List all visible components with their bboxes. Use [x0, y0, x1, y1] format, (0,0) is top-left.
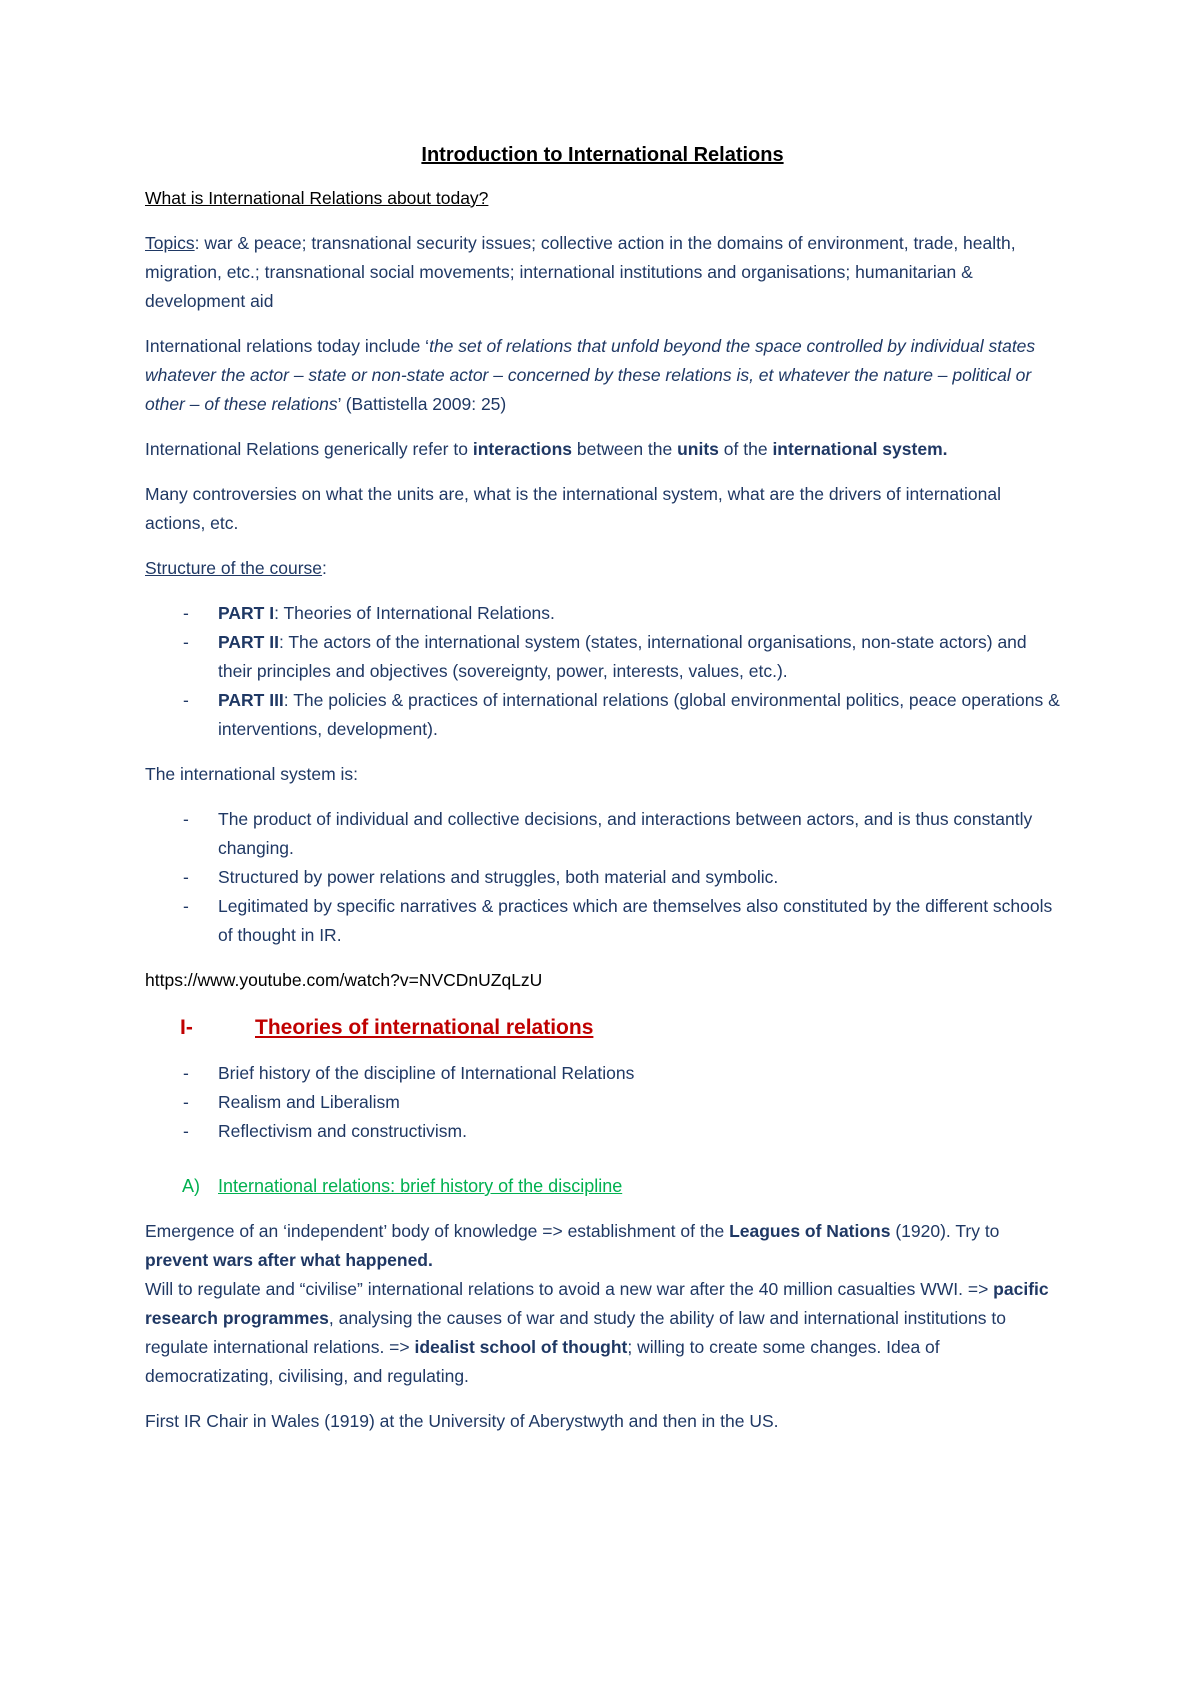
structure-heading: Structure of the course: — [145, 558, 327, 578]
system-list — [145, 805, 1060, 950]
list-item: - Structured by power relations and struggles, both material and symbolic. — [145, 863, 1060, 892]
list-item: - Reflectivism and constructivism. — [145, 1117, 1060, 1146]
section-topics-list — [145, 1059, 1060, 1146]
youtube-link[interactable]: https://www.youtube.com/watch?v=NVCDnUZqLzU — [145, 970, 543, 990]
list-item: - Realism and Liberalism — [145, 1088, 1060, 1117]
subsection-heading-history: A) International relations: brief history of the discipline — [182, 1176, 623, 1196]
question-heading: What is International Relations about today? — [145, 188, 489, 208]
list-item: - PART II: The actors of the international system (states, international organisations, non-state actors) and their principles and objectives (sovereignty, power, interests, values, etc.). — [145, 628, 1060, 686]
section-heading-theories: I- Theories of international relations — [180, 1016, 594, 1039]
document-body — [145, 140, 1060, 1452]
first-chair-paragraph: First IR Chair in Wales (1919) at the University of Aberystwyth and then in the US. — [145, 1411, 779, 1431]
list-item: - Legitimated by specific narratives & practices which are themselves also constituted by the different schools of thought in IR. — [145, 892, 1060, 950]
system-intro: The international system is: — [145, 764, 359, 784]
emergence-paragraph: Emergence of an ‘independent’ body of knowledge => establishment of the Leagues of Nations (1920). Try to prevent wars after what happened. Will to regulate and “civilise” international relations to avoid a new war after the 40 million casualties WWI. => pacific research programmes, analysing the causes of war and study the ability of law and international institutions to regulate international relations. => idealist school of thought; willing to create some changes. Idea of democratizating, civilising, and regulating. — [145, 1221, 1049, 1386]
document-title: Introduction to International Relations — [421, 144, 784, 166]
list-item: - PART I: Theories of International Relations. — [145, 599, 1060, 628]
list-item: - Brief history of the discipline of International Relations — [145, 1059, 1060, 1088]
quote-italic: the set of relations that unfold beyond the space controlled by individual states whatever the actor – state or non-state actor – concerned by these relations is, et whatever the nature – political or other – of these relations — [145, 336, 1036, 414]
controversies-paragraph: Many controversies on what the units are, what is the international system, what are the drivers of international actions, etc. — [145, 484, 1001, 533]
course-parts-list — [145, 599, 1060, 744]
topics-label: Topics — [145, 233, 195, 253]
definition-paragraph: International Relations generically refer to interactions between the units of the international system. — [145, 439, 948, 459]
quote-paragraph: International relations today include ‘the set of relations that unfold beyond the space controlled by individual states whatever the actor – state or non-state actor – concerned by these relations is, et whatever the nature – political or other – of these relations’ (Battistella 2009: 25) — [145, 336, 1036, 414]
list-item: - The product of individual and collective decisions, and interactions between actors, and is thus constantly changing. — [145, 805, 1060, 863]
list-item: - PART III: The policies & practices of international relations (global environmental politics, peace operations & interventions, development). — [145, 686, 1060, 744]
topics-paragraph: Topics: war & peace; transnational security issues; collective action in the domains of environment, trade, health, migration, etc.; transnational social movements; international institutions and organisations; humanitarian & development aid — [145, 233, 1016, 311]
